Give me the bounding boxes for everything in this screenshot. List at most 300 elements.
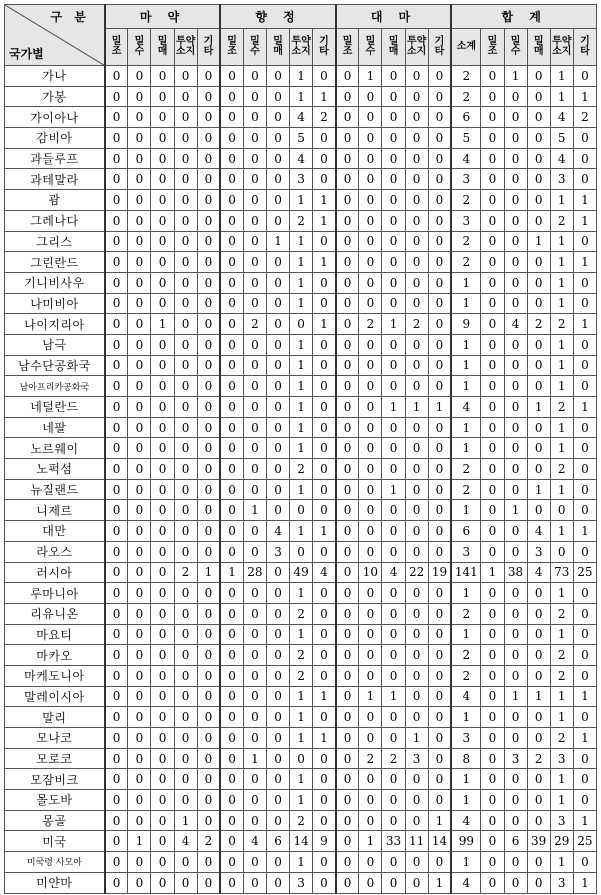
value-cell: 0: [481, 148, 504, 169]
value-cell: 0: [382, 86, 405, 107]
value-cell: 1: [313, 314, 336, 335]
value-cell: 1: [313, 210, 336, 231]
value-cell: 0: [527, 728, 550, 749]
value-cell: 0: [313, 169, 336, 190]
value-cell: 0: [128, 210, 151, 231]
value-cell: 19: [428, 562, 451, 583]
value-cell: 0: [405, 190, 428, 211]
value-cell: 0: [266, 872, 289, 893]
subheader-text: 투약: [291, 36, 311, 47]
value-cell: 0: [405, 665, 428, 686]
value-cell: 0: [220, 417, 243, 438]
value-cell: 0: [504, 872, 527, 893]
value-cell: 0: [573, 231, 596, 252]
value-cell: 0: [105, 107, 128, 128]
value-cell: 0: [359, 376, 382, 397]
value-cell: 0: [266, 107, 289, 128]
value-cell: 0: [405, 210, 428, 231]
subheader-manufacture: [481, 29, 504, 66]
subheader-text: 매: [388, 46, 399, 57]
country-name: 가나: [5, 66, 105, 87]
value-cell: 0: [197, 852, 220, 873]
value-cell: 0: [313, 417, 336, 438]
value-cell: 0: [504, 252, 527, 273]
value-cell: 0: [128, 293, 151, 314]
value-cell: 1: [290, 86, 313, 107]
value-cell: 0: [504, 231, 527, 252]
value-cell: 0: [174, 686, 197, 707]
value-cell: 0: [266, 562, 289, 583]
value-cell: 0: [151, 128, 174, 149]
value-cell: 6: [504, 831, 527, 852]
value-cell: 0: [336, 210, 359, 231]
value-cell: 1: [451, 790, 481, 811]
value-cell: 2: [550, 665, 573, 686]
subheader-text: 밀: [227, 36, 237, 47]
value-cell: 0: [405, 583, 428, 604]
value-cell: 0: [382, 852, 405, 873]
country-name: 라오스: [5, 541, 105, 562]
value-cell: 0: [128, 314, 151, 335]
value-cell: 0: [382, 707, 405, 728]
value-cell: 0: [313, 624, 336, 645]
value-cell: 0: [174, 293, 197, 314]
value-cell: 1: [290, 190, 313, 211]
value-cell: 0: [174, 852, 197, 873]
value-cell: 0: [243, 438, 266, 459]
subheader-text: 밀: [111, 36, 122, 47]
value-cell: 1: [382, 479, 405, 500]
country-name: 나이지리아: [5, 314, 105, 335]
value-cell: 1: [313, 252, 336, 273]
value-cell: 0: [151, 686, 174, 707]
value-cell: 1: [290, 417, 313, 438]
value-cell: 0: [151, 417, 174, 438]
value-cell: 0: [428, 521, 451, 542]
value-cell: 2: [550, 459, 573, 480]
value-cell: 0: [174, 459, 197, 480]
country-name: 미얀마: [5, 872, 105, 893]
value-cell: 0: [128, 128, 151, 149]
value-cell: 1: [382, 686, 405, 707]
value-cell: 4: [290, 107, 313, 128]
value-cell: 0: [359, 583, 382, 604]
value-cell: 2: [550, 728, 573, 749]
value-cell: 1: [451, 417, 481, 438]
value-cell: 0: [220, 148, 243, 169]
value-cell: 0: [428, 603, 451, 624]
value-cell: 0: [128, 872, 151, 893]
value-cell: 0: [481, 66, 504, 87]
value-cell: 0: [382, 355, 405, 376]
table-row: [5, 831, 597, 852]
value-cell: 0: [243, 790, 266, 811]
value-cell: 1: [550, 86, 573, 107]
value-cell: 0: [573, 790, 596, 811]
value-cell: 0: [105, 66, 128, 87]
value-cell: 0: [428, 334, 451, 355]
value-cell: 1: [451, 272, 481, 293]
value-cell: 0: [336, 790, 359, 811]
value-cell: 4: [451, 686, 481, 707]
value-cell: 1: [573, 190, 596, 211]
value-cell: 1: [266, 231, 289, 252]
group-header-narcotics: 마 약: [105, 5, 221, 29]
value-cell: 0: [220, 210, 243, 231]
value-cell: 0: [128, 459, 151, 480]
value-cell: 0: [336, 769, 359, 790]
value-cell: 0: [504, 665, 527, 686]
value-cell: 0: [105, 541, 128, 562]
value-cell: 0: [573, 169, 596, 190]
value-cell: 1: [527, 397, 550, 418]
value-cell: 0: [336, 583, 359, 604]
value-cell: 0: [573, 583, 596, 604]
value-cell: 0: [527, 293, 550, 314]
value-cell: 0: [481, 355, 504, 376]
value-cell: 0: [550, 541, 573, 562]
table-row: [5, 810, 597, 831]
value-cell: 3: [550, 872, 573, 893]
value-cell: 0: [573, 66, 596, 87]
value-cell: 0: [382, 521, 405, 542]
value-cell: 0: [527, 645, 550, 666]
country-name: 모나코: [5, 728, 105, 749]
country-name: 노퍽섬: [5, 459, 105, 480]
table-row: [5, 66, 597, 87]
value-cell: 1: [290, 397, 313, 418]
subheader-text: 밀: [533, 36, 544, 47]
value-cell: 1: [405, 728, 428, 749]
value-cell: 0: [105, 665, 128, 686]
value-cell: 2: [290, 603, 313, 624]
value-cell: 0: [573, 293, 596, 314]
subheader-other: [313, 29, 336, 66]
value-cell: 0: [243, 645, 266, 666]
value-cell: 11: [405, 831, 428, 852]
value-cell: 0: [151, 624, 174, 645]
value-cell: 0: [405, 769, 428, 790]
value-cell: 0: [174, 231, 197, 252]
value-cell: 0: [573, 500, 596, 521]
value-cell: 0: [243, 459, 266, 480]
value-cell: 0: [174, 541, 197, 562]
value-cell: 0: [220, 334, 243, 355]
value-cell: 0: [359, 541, 382, 562]
value-cell: 0: [313, 397, 336, 418]
value-cell: 0: [174, 645, 197, 666]
value-cell: 0: [197, 872, 220, 893]
value-cell: 2: [550, 314, 573, 335]
value-cell: 0: [197, 397, 220, 418]
value-cell: 10: [359, 562, 382, 583]
value-cell: 0: [151, 252, 174, 273]
value-cell: 0: [128, 397, 151, 418]
value-cell: 0: [266, 438, 289, 459]
value-cell: 0: [504, 769, 527, 790]
value-cell: 1: [313, 521, 336, 542]
corner-top-label: 구 분: [50, 10, 90, 24]
value-cell: 0: [504, 86, 527, 107]
value-cell: 0: [313, 376, 336, 397]
value-cell: 1: [451, 334, 481, 355]
value-cell: 0: [220, 831, 243, 852]
value-cell: 5: [290, 128, 313, 149]
value-cell: 0: [405, 66, 428, 87]
table-row: [5, 769, 597, 790]
value-cell: 1: [550, 852, 573, 873]
value-cell: 0: [151, 355, 174, 376]
country-name: 마카오: [5, 645, 105, 666]
value-cell: 0: [428, 128, 451, 149]
value-cell: 0: [197, 521, 220, 542]
value-cell: 0: [128, 252, 151, 273]
value-cell: 0: [405, 872, 428, 893]
value-cell: 0: [220, 603, 243, 624]
value-cell: 0: [105, 128, 128, 149]
value-cell: 0: [105, 769, 128, 790]
value-cell: 0: [266, 190, 289, 211]
table-row: [5, 438, 597, 459]
value-cell: 0: [243, 86, 266, 107]
value-cell: 0: [197, 252, 220, 273]
value-cell: 2: [451, 231, 481, 252]
value-cell: 0: [128, 707, 151, 728]
table-row: [5, 128, 597, 149]
value-cell: 0: [313, 872, 336, 893]
value-cell: 0: [174, 603, 197, 624]
value-cell: 0: [481, 686, 504, 707]
value-cell: 0: [573, 355, 596, 376]
value-cell: 0: [197, 459, 220, 480]
value-cell: 0: [313, 148, 336, 169]
value-cell: 1: [290, 293, 313, 314]
value-cell: 0: [382, 603, 405, 624]
value-cell: 14: [290, 831, 313, 852]
value-cell: 0: [313, 355, 336, 376]
value-cell: 0: [359, 810, 382, 831]
value-cell: 0: [481, 852, 504, 873]
country-name: 미국령 사모아: [5, 852, 105, 873]
value-cell: 0: [504, 376, 527, 397]
value-cell: 0: [504, 541, 527, 562]
value-cell: 1: [550, 707, 573, 728]
country-name: 네덜란드: [5, 397, 105, 418]
value-cell: 0: [197, 686, 220, 707]
value-cell: 2: [451, 459, 481, 480]
value-cell: 0: [359, 334, 382, 355]
value-cell: 0: [151, 66, 174, 87]
value-cell: 2: [451, 252, 481, 273]
value-cell: 0: [382, 810, 405, 831]
value-cell: 0: [481, 231, 504, 252]
subheader-use-possession: [174, 29, 197, 66]
value-cell: 0: [481, 728, 504, 749]
value-cell: 0: [504, 169, 527, 190]
subheader-text: 투약: [406, 36, 427, 47]
value-cell: 1: [428, 872, 451, 893]
value-cell: 0: [105, 645, 128, 666]
table-row: [5, 541, 597, 562]
table-row: [5, 148, 597, 169]
value-cell: 0: [527, 252, 550, 273]
value-cell: 0: [527, 665, 550, 686]
country-name: 뉴질랜드: [5, 479, 105, 500]
value-cell: 0: [128, 376, 151, 397]
value-cell: 1: [550, 769, 573, 790]
subheader-subtotal: 소계: [451, 29, 481, 66]
value-cell: 0: [336, 231, 359, 252]
value-cell: 1: [382, 314, 405, 335]
value-cell: 0: [481, 624, 504, 645]
value-cell: 0: [128, 66, 151, 87]
value-cell: 0: [290, 748, 313, 769]
value-cell: 0: [266, 148, 289, 169]
value-cell: 0: [405, 810, 428, 831]
value-cell: 0: [428, 169, 451, 190]
value-cell: 0: [382, 210, 405, 231]
value-cell: 0: [197, 148, 220, 169]
country-name: 가이아나: [5, 107, 105, 128]
value-cell: 0: [105, 831, 128, 852]
value-cell: 0: [359, 293, 382, 314]
value-cell: 6: [451, 107, 481, 128]
value-cell: 0: [243, 376, 266, 397]
value-cell: 0: [128, 645, 151, 666]
value-cell: 2: [573, 107, 596, 128]
value-cell: 0: [151, 397, 174, 418]
value-cell: 0: [481, 190, 504, 211]
value-cell: 0: [382, 438, 405, 459]
value-cell: 0: [504, 790, 527, 811]
value-cell: 1: [151, 314, 174, 335]
value-cell: 3: [550, 169, 573, 190]
value-cell: 0: [105, 790, 128, 811]
value-cell: 0: [243, 210, 266, 231]
value-cell: 0: [266, 334, 289, 355]
value-cell: 0: [336, 665, 359, 686]
country-name: 과들루프: [5, 148, 105, 169]
value-cell: 0: [151, 334, 174, 355]
country-name: 그레나다: [5, 210, 105, 231]
table-row: [5, 86, 597, 107]
value-cell: 1: [290, 728, 313, 749]
value-cell: 0: [359, 169, 382, 190]
value-cell: 0: [174, 334, 197, 355]
value-cell: 0: [105, 562, 128, 583]
value-cell: 0: [128, 562, 151, 583]
value-cell: 0: [504, 707, 527, 728]
country-name: 미국: [5, 831, 105, 852]
value-cell: 0: [197, 500, 220, 521]
value-cell: 0: [128, 148, 151, 169]
value-cell: 5: [550, 128, 573, 149]
value-cell: 0: [266, 66, 289, 87]
value-cell: 0: [504, 479, 527, 500]
value-cell: 73: [550, 562, 573, 583]
value-cell: 0: [573, 128, 596, 149]
value-cell: 4: [451, 397, 481, 418]
value-cell: 2: [451, 603, 481, 624]
subheader-trafficking: [266, 29, 289, 66]
value-cell: 0: [197, 665, 220, 686]
value-cell: 1: [451, 355, 481, 376]
value-cell: 0: [220, 852, 243, 873]
value-cell: 0: [428, 459, 451, 480]
value-cell: 1: [550, 417, 573, 438]
value-cell: 0: [573, 852, 596, 873]
value-cell: 2: [174, 562, 197, 583]
value-cell: 0: [151, 210, 174, 231]
value-cell: 1: [504, 686, 527, 707]
value-cell: 0: [105, 707, 128, 728]
value-cell: 0: [220, 541, 243, 562]
value-cell: 0: [481, 417, 504, 438]
value-cell: 0: [266, 852, 289, 873]
country-name: 루마니아: [5, 583, 105, 604]
value-cell: 0: [266, 769, 289, 790]
value-cell: 2: [527, 748, 550, 769]
value-cell: 0: [481, 169, 504, 190]
subheader-smuggling: [359, 29, 382, 66]
value-cell: 0: [128, 500, 151, 521]
value-cell: 0: [313, 128, 336, 149]
value-cell: 0: [243, 252, 266, 273]
value-cell: 0: [527, 810, 550, 831]
value-cell: 0: [336, 872, 359, 893]
value-cell: 0: [197, 769, 220, 790]
value-cell: 0: [105, 272, 128, 293]
subheader-text: 밀: [134, 36, 145, 47]
value-cell: 0: [220, 376, 243, 397]
value-cell: 0: [151, 852, 174, 873]
value-cell: 0: [105, 334, 128, 355]
value-cell: 0: [220, 624, 243, 645]
value-cell: 0: [405, 169, 428, 190]
value-cell: 0: [504, 417, 527, 438]
value-cell: 0: [174, 210, 197, 231]
value-cell: 0: [174, 521, 197, 542]
value-cell: 1: [550, 252, 573, 273]
country-name: 나미비아: [5, 293, 105, 314]
value-cell: 2: [197, 831, 220, 852]
value-cell: 2: [359, 748, 382, 769]
value-cell: 0: [105, 479, 128, 500]
value-cell: 0: [105, 190, 128, 211]
value-cell: 0: [481, 479, 504, 500]
value-cell: 0: [382, 500, 405, 521]
subheader-text: 타: [434, 46, 445, 57]
country-name: 괌: [5, 190, 105, 211]
value-cell: 0: [336, 376, 359, 397]
value-cell: 0: [128, 190, 151, 211]
table-row: [5, 314, 597, 335]
value-cell: 9: [313, 831, 336, 852]
value-cell: 0: [405, 459, 428, 480]
value-cell: 0: [313, 479, 336, 500]
value-cell: 0: [128, 852, 151, 873]
value-cell: 2: [451, 665, 481, 686]
value-cell: 0: [504, 210, 527, 231]
subheader-text: 밀: [487, 36, 498, 47]
value-cell: 0: [382, 790, 405, 811]
value-cell: 1: [451, 500, 481, 521]
value-cell: 0: [174, 376, 197, 397]
value-cell: 0: [573, 334, 596, 355]
subheader-trafficking: [151, 29, 174, 66]
value-cell: 0: [313, 852, 336, 873]
value-cell: 1: [573, 521, 596, 542]
